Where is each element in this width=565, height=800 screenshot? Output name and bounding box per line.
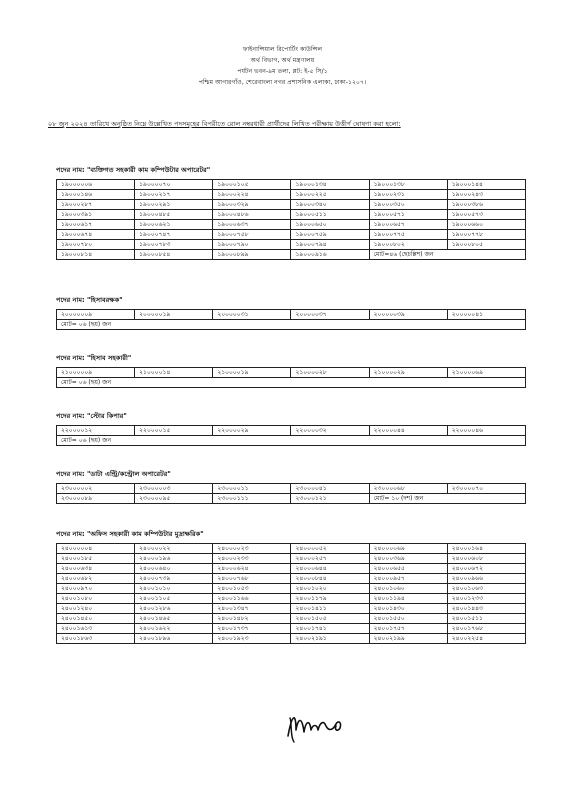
section-personal-assistant: [56, 164, 526, 260]
roll-number-cell: ২৩০০০০৬৮: [369, 484, 447, 494]
roll-number-cell: ২৪০০০০০৪: [57, 544, 135, 554]
roll-number-cell: ২৪০০১৮৯৬: [135, 634, 213, 644]
roll-number-cell: ২৩০০০০০২: [57, 484, 135, 494]
roll-number-cell: ১৯০০০১৪৪: [447, 180, 525, 190]
roll-number-cell: ২৪০০০৭৩৯: [135, 574, 213, 584]
roll-number-cell: ২৪০০০৭৬৮: [213, 574, 291, 584]
roll-number-cell: ২৪০০১২৮৬: [135, 604, 213, 614]
roll-number-cell: ২২০০০০১৫: [135, 426, 213, 436]
total-count: মোট= ০৬ (ছয়) জন: [57, 320, 526, 330]
table-row: [57, 494, 526, 504]
roll-number-cell: ১৯০০০৩২৯: [213, 200, 291, 210]
total-count: মোট= ০৬ (ছয়) জন: [57, 436, 526, 446]
roll-number-cell: ১৯০০০৬৫০: [291, 220, 369, 230]
roll-number-cell: ১৯০০০৮৯৯: [213, 250, 291, 260]
roll-number-cell: ২০০০০০৩৭: [291, 310, 369, 320]
roll-number-cell: ২০০০০০০৯: [57, 310, 135, 320]
address-line-1: পর্যটন ভবন-৯ম তলা, প্লট: ই-৫ সি/১: [237, 68, 328, 75]
roll-number-cell: ২৪০০১৭৩৭: [213, 624, 291, 634]
roll-number-cell: ২৪০০২২৫৪: [447, 634, 525, 644]
roll-table: [56, 543, 526, 644]
roll-number-cell: ১৯০০০৭৫৯: [291, 230, 369, 240]
table-row: [57, 426, 526, 436]
roll-number-cell: ২৪০০১৭৬৮: [447, 624, 525, 634]
post-title: পদের নাম: "অফিস সহকারী কাম কম্পিউটার মুদ্রাক্ষরিক": [56, 530, 204, 538]
roll-number-cell: ২৪০০১০২০: [291, 584, 369, 594]
roll-number-cell: ১৯০০০৩৪০: [291, 200, 369, 210]
roll-number-cell: ২৪০০০২৫৭: [291, 554, 369, 564]
roll-number-cell: ২২০০০০১২: [57, 426, 135, 436]
roll-number-cell: ২০০০০০৩৯: [369, 310, 447, 320]
office-name: ফাইনান্সিয়াল রিপোর্টিং কাউন্সিল: [242, 46, 323, 53]
roll-number-cell: ১৯০০০৪৮৬: [213, 210, 291, 220]
table-row: [57, 200, 526, 210]
table-row: [57, 484, 526, 494]
roll-number-cell: ২৪০০১৬২২: [135, 624, 213, 634]
roll-number-cell: ১৯০০০৯১৬: [291, 250, 369, 260]
roll-number-cell: ২৪০০১০৬৩: [447, 584, 525, 594]
roll-number-cell: ২৪০০১৪৫০: [57, 614, 135, 624]
roll-number-cell: ২৪০০১৫১১: [447, 614, 525, 624]
roll-number-cell: ২৪০০১৪৬৫: [135, 614, 213, 624]
roll-number-cell: ২৪০০১৩৪৭: [213, 604, 291, 614]
roll-number-cell: ১৯০০০২৪৩: [447, 190, 525, 200]
roll-number-cell: ২৪০০১৪৪৩: [447, 604, 525, 614]
roll-number-cell: ২৩০০০০৭০: [447, 484, 525, 494]
roll-number-cell: ১৯০০০৩৫০: [369, 200, 447, 210]
roll-number-cell: ১৯০০০২২৪: [213, 190, 291, 200]
roll-number-cell: ২৪০০০৯৭০: [57, 584, 135, 594]
table-row: [57, 230, 526, 240]
roll-number-cell: ২৪০০০৯৬৬: [447, 574, 525, 584]
table-row: [57, 594, 526, 604]
roll-number-cell: ১৯০০০৭৯৪: [291, 240, 369, 250]
post-title: পদের নাম: "ব্যক্তিগত সহকারী কাম কম্পিউটার অপারেটর": [56, 166, 211, 174]
result-notice: ০৮ জুন ২০২৪ তারিখে অনুষ্ঠিত নিম্নে উল্লেখিত পদসমূহের বিপরীতে রোল নম্বরধারী প্রার্থীদের লিখিত পরীক্ষায় উত্তীর্ণ ঘোষণা করা হলো:: [48, 120, 401, 128]
roll-number-cell: ২৩০০০০০৩: [135, 484, 213, 494]
roll-table: [56, 483, 526, 504]
roll-number-cell: ২৪০০১০৮০: [57, 594, 135, 604]
roll-number-cell: ২১০০০০২৯: [369, 368, 447, 378]
roll-number-cell: ১৯০০০৬১৭: [57, 220, 135, 230]
roll-number-cell: ২৪০০০৬৪০: [135, 564, 213, 574]
roll-number-cell: ২১০০০০২৮: [291, 368, 369, 378]
roll-number-cell: ১৯০০০৭৮৩: [135, 240, 213, 250]
roll-number-cell: ১৯০০০৫৭৩: [447, 210, 525, 220]
section-accounts-assistant: [56, 352, 526, 388]
table-row: [57, 584, 526, 594]
roll-number-cell: ২০০০০০৩১: [213, 310, 291, 320]
roll-number-cell: ২৪০০০০৬৯: [369, 544, 447, 554]
roll-number-cell: ১৯০০০৩৮৬: [447, 200, 525, 210]
signature: [284, 706, 364, 746]
roll-number-cell: ১৯০০০৪৮৫: [135, 210, 213, 220]
roll-number-cell: ১৯০০০১০৫: [213, 180, 291, 190]
table-row: [57, 544, 526, 554]
roll-number-cell: ১৯০০০১৩৮: [369, 180, 447, 190]
roll-table: [56, 367, 526, 388]
table-row: [57, 180, 526, 190]
roll-number-cell: ২৩০০০০৯৫: [135, 494, 213, 504]
roll-number-cell: ২৪০০২১৯৯: [369, 634, 447, 644]
roll-number-cell: ২৪০০১০৬০: [369, 584, 447, 594]
roll-number-cell: ২২০০০০৩২: [291, 426, 369, 436]
roll-number-cell: ২৪০০০৬৭২: [447, 564, 525, 574]
table-row: [57, 190, 526, 200]
roll-number-cell: ১৯০০০৭৯০: [213, 240, 291, 250]
roll-number-cell: ২৪০০০৬২৪: [213, 564, 291, 574]
roll-number-cell: ২৪০০১৪১১: [291, 604, 369, 614]
roll-number-cell: ২৪০০০১৬৪: [447, 544, 525, 554]
roll-number-cell: ২৪০০০২৩৩: [213, 554, 291, 564]
roll-number-cell: ২৪০০১৪৮২: [213, 614, 291, 624]
table-row: [57, 634, 526, 644]
roll-number-cell: ১৯০০০৭৭৮: [447, 230, 525, 240]
post-title: পদের নাম: "ডাটা এন্ট্রি/কন্ট্রোল অপারেটর": [56, 470, 171, 478]
roll-number-cell: ২৪০০১৭৪১: [291, 624, 369, 634]
roll-number-cell: ১৯০০০৮১৪: [57, 250, 135, 260]
roll-number-cell: ১৯০০০৬৫৭: [369, 220, 447, 230]
roll-number-cell: ২৪০০২১৯১: [291, 634, 369, 644]
roll-number-cell: ২৪০০১১৬৬: [213, 594, 291, 604]
roll-number-cell: ২৪০০১১৯৪: [369, 594, 447, 604]
roll-number-cell: ১৯০০০৩৯১: [57, 210, 135, 220]
roll-number-cell: ২৪০০০০২২: [135, 544, 213, 554]
roll-number-cell: ২৩০০০০১১: [213, 484, 291, 494]
section-accountant: [56, 294, 526, 330]
table-row: [57, 210, 526, 220]
roll-number-cell: ১৯০০০২৯১: [135, 200, 213, 210]
table-row: [57, 604, 526, 614]
roll-number-cell: ১৯০০০২৮৭: [57, 200, 135, 210]
section-store-keeper: [56, 410, 526, 446]
roll-number-cell: ২৪০০০০২৩: [213, 544, 291, 554]
post-title: পদের নাম: "হিসাবরক্ষক": [56, 296, 123, 304]
total-count: মোট=৪৬ (ছেচল্লিশ) জন: [369, 250, 525, 260]
roll-number-cell: ২০০০০০৪১: [447, 310, 525, 320]
ministry-line: অর্থ বিভাগ, অর্থ মন্ত্রণালয়: [250, 57, 315, 64]
roll-number-cell: ২১০০০০১৯: [213, 368, 291, 378]
table-row: [57, 310, 526, 320]
roll-number-cell: ১৯০০০২১৭: [135, 190, 213, 200]
total-row: [57, 320, 526, 330]
roll-number-cell: ২৪০০০৮৪৪: [291, 574, 369, 584]
table-row: [57, 250, 526, 260]
roll-number-cell: ২৪০০০৬৮২: [57, 574, 135, 584]
roll-table: [56, 179, 526, 260]
roll-number-cell: ১৯০০০২২৫: [291, 190, 369, 200]
table-row: [57, 624, 526, 634]
roll-number-cell: ২৪০০১৯২৩: [213, 634, 291, 644]
roll-number-cell: ২৪০০১৫০৫: [291, 614, 369, 624]
roll-number-cell: ২৪০০০১৯৬: [135, 554, 213, 564]
roll-number-cell: ২৪০০০৩৬৯: [369, 554, 447, 564]
table-row: [57, 554, 526, 564]
roll-number-cell: ২৪০০০৬৫৫: [369, 564, 447, 574]
roll-number-cell: ২৪০০০১৮৫: [57, 554, 135, 564]
total-row: [57, 436, 526, 446]
roll-number-cell: ১৯০০০২৩১: [369, 190, 447, 200]
roll-number-cell: ২১০০০০১৪: [135, 368, 213, 378]
table-row: [57, 614, 526, 624]
roll-number-cell: ১৯০০০৬৬০: [447, 220, 525, 230]
table-row: [57, 240, 526, 250]
roll-number-cell: ২৩০০০১২১: [291, 494, 369, 504]
roll-number-cell: ১৯০০০৭৮০: [57, 240, 135, 250]
roll-number-cell: ২৪০০১১৭৯: [291, 594, 369, 604]
post-title: পদের নাম: "স্টোর কিপার": [56, 412, 127, 420]
roll-number-cell: ১৯০০০৬২১: [135, 220, 213, 230]
roll-number-cell: ২০০০০০১৯: [135, 310, 213, 320]
roll-number-cell: ২৪০০১৮৬৩: [57, 634, 135, 644]
roll-number-cell: ২২০০০০২৯: [213, 426, 291, 436]
roll-number-cell: ১৯০০০১৩৪: [291, 180, 369, 190]
roll-number-cell: ১৯০০০৫১১: [291, 210, 369, 220]
total-count: মোট= ১০ (দশ) জন: [369, 494, 525, 504]
roll-number-cell: ২৪০০১২৩৩: [447, 594, 525, 604]
roll-number-cell: ২৪০০১৪৩০: [369, 604, 447, 614]
roll-number-cell: ২৪০০০৬৪৪: [291, 564, 369, 574]
roll-number-cell: ২৪০০১৬১৩: [57, 624, 135, 634]
roll-number-cell: ২২০০০০৪৪: [369, 426, 447, 436]
roll-number-cell: ২৪০০০৬৩৪: [57, 564, 135, 574]
roll-number-cell: ২২০০০০৪৬: [447, 426, 525, 436]
roll-number-cell: ১৯০০০৭৫৮: [213, 230, 291, 240]
roll-number-cell: ১৯০০০৬৩৭: [213, 220, 291, 230]
roll-number-cell: ২৩০০০০৪১: [291, 484, 369, 494]
table-row: [57, 574, 526, 584]
roll-table: [56, 425, 526, 446]
roll-number-cell: ১৯০০০৮৫৪: [135, 250, 213, 260]
roll-number-cell: ২৪০০০০৫২: [291, 544, 369, 554]
post-title: পদের নাম: "হিসাব সহকারী": [56, 354, 132, 362]
roll-number-cell: ১৯০০০৮০৫: [447, 240, 525, 250]
total-count: মোট= ০৬ (ছয়) জন: [57, 378, 526, 388]
roll-number-cell: ১৯০০০৫৭১: [369, 210, 447, 220]
roll-number-cell: ২৪০০১২৪০: [57, 604, 135, 614]
section-data-entry-operator: [56, 468, 526, 504]
table-row: [57, 564, 526, 574]
roll-number-cell: ২১০০০০০৯: [57, 368, 135, 378]
roll-number-cell: ১৯০০০০৭০: [135, 180, 213, 190]
roll-number-cell: ২৪০০০৯৫৭: [369, 574, 447, 584]
office-header: [0, 44, 565, 88]
roll-number-cell: ১৯০০০৬৭৪: [57, 230, 135, 240]
roll-number-cell: ১৯০০০৭৭৫: [369, 230, 447, 240]
roll-number-cell: ২৩০০০১১১: [213, 494, 291, 504]
roll-number-cell: ২৪০০১৭৫৭: [369, 624, 447, 634]
roll-number-cell: ২১০০০০৬৯: [447, 368, 525, 378]
table-row: [57, 368, 526, 378]
roll-number-cell: ২৪০০০৬০৮: [447, 554, 525, 564]
roll-table: [56, 309, 526, 330]
address-line-2: পশ্চিম আগারগাঁও, শেরেবাংলা নগর প্রশাসনিক এলাকা, ঢাকা-১২০৭।: [198, 79, 367, 86]
roll-number-cell: ১৯০০০০০৬: [57, 180, 135, 190]
roll-number-cell: ২৩০০০০৮৯: [57, 494, 135, 504]
roll-number-cell: ২৪০০১০৫৩: [213, 584, 291, 594]
section-office-assistant: [56, 528, 526, 644]
roll-number-cell: ১৯০০০৮০২: [369, 240, 447, 250]
table-row: [57, 220, 526, 230]
roll-number-cell: ১৯০০০৭৪৭: [135, 230, 213, 240]
roll-number-cell: ২৪০০১০১০: [135, 584, 213, 594]
total-row: [57, 378, 526, 388]
roll-number-cell: ২৪০০১১০৫: [135, 594, 213, 604]
roll-number-cell: ২৪০০১৫৫০: [369, 614, 447, 624]
roll-number-cell: ১৯০০০১৪৬: [57, 190, 135, 200]
